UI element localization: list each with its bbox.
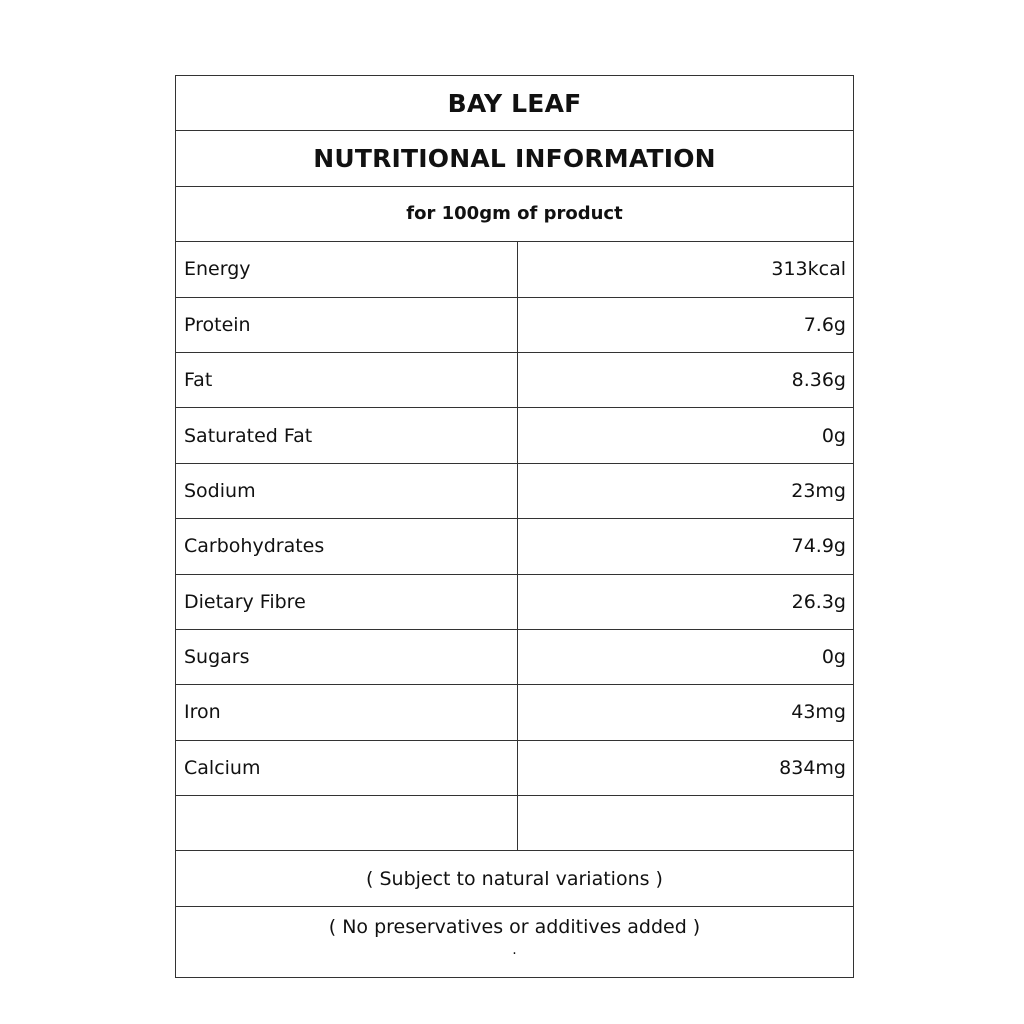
nutrient-value: 8.36g	[791, 369, 846, 392]
nutrient-name: Energy	[176, 242, 518, 296]
nutrient-value: 834mg	[779, 756, 846, 779]
table-row	[176, 741, 853, 796]
table-row	[176, 408, 853, 463]
product-name-row	[176, 76, 853, 131]
nutrient-name: Carbohydrates	[176, 519, 518, 573]
nutrient-name: Protein	[176, 298, 518, 352]
heading-row	[176, 131, 853, 186]
table-row	[176, 298, 853, 353]
nutrient-value: 26.3g	[791, 590, 846, 613]
nutrient-value: 43mg	[791, 701, 846, 724]
variation-note-row	[176, 851, 853, 906]
nutrient-name: Iron	[176, 685, 518, 739]
empty-cell	[518, 796, 853, 850]
empty-cell	[176, 796, 518, 850]
nutrient-value: 7.6g	[803, 313, 846, 336]
table-row	[176, 575, 853, 630]
product-name: BAY LEAF	[447, 88, 582, 118]
trailing-mark: .	[512, 941, 517, 958]
empty-table-row	[176, 796, 853, 851]
variation-note: ( Subject to natural variations )	[366, 867, 663, 890]
table-row	[176, 519, 853, 574]
table-row	[176, 242, 853, 297]
nutrient-name: Sugars	[176, 630, 518, 684]
table-row	[176, 464, 853, 519]
serving-size: for 100gm of product	[406, 203, 623, 225]
table-row	[176, 353, 853, 408]
table-row	[176, 630, 853, 685]
preservatives-note-row	[176, 907, 853, 978]
nutrient-name: Dietary Fibre	[176, 575, 518, 629]
nutrient-value: 23mg	[791, 479, 846, 502]
nutrient-value: 0g	[821, 424, 846, 447]
nutrient-value: 74.9g	[791, 535, 846, 558]
nutrition-label	[175, 75, 854, 978]
nutrient-name: Saturated Fat	[176, 408, 518, 462]
nutrition-heading: NUTRITIONAL INFORMATION	[313, 144, 716, 174]
serving-row	[176, 187, 853, 242]
nutrient-name: Sodium	[176, 464, 518, 518]
nutrient-name: Calcium	[176, 741, 518, 795]
preservatives-note: ( No preservatives or additives added )	[328, 915, 701, 938]
nutrient-value: 313kcal	[771, 258, 846, 281]
table-row	[176, 685, 853, 740]
nutrient-value: 0g	[821, 646, 846, 669]
nutrient-name: Fat	[176, 353, 518, 407]
